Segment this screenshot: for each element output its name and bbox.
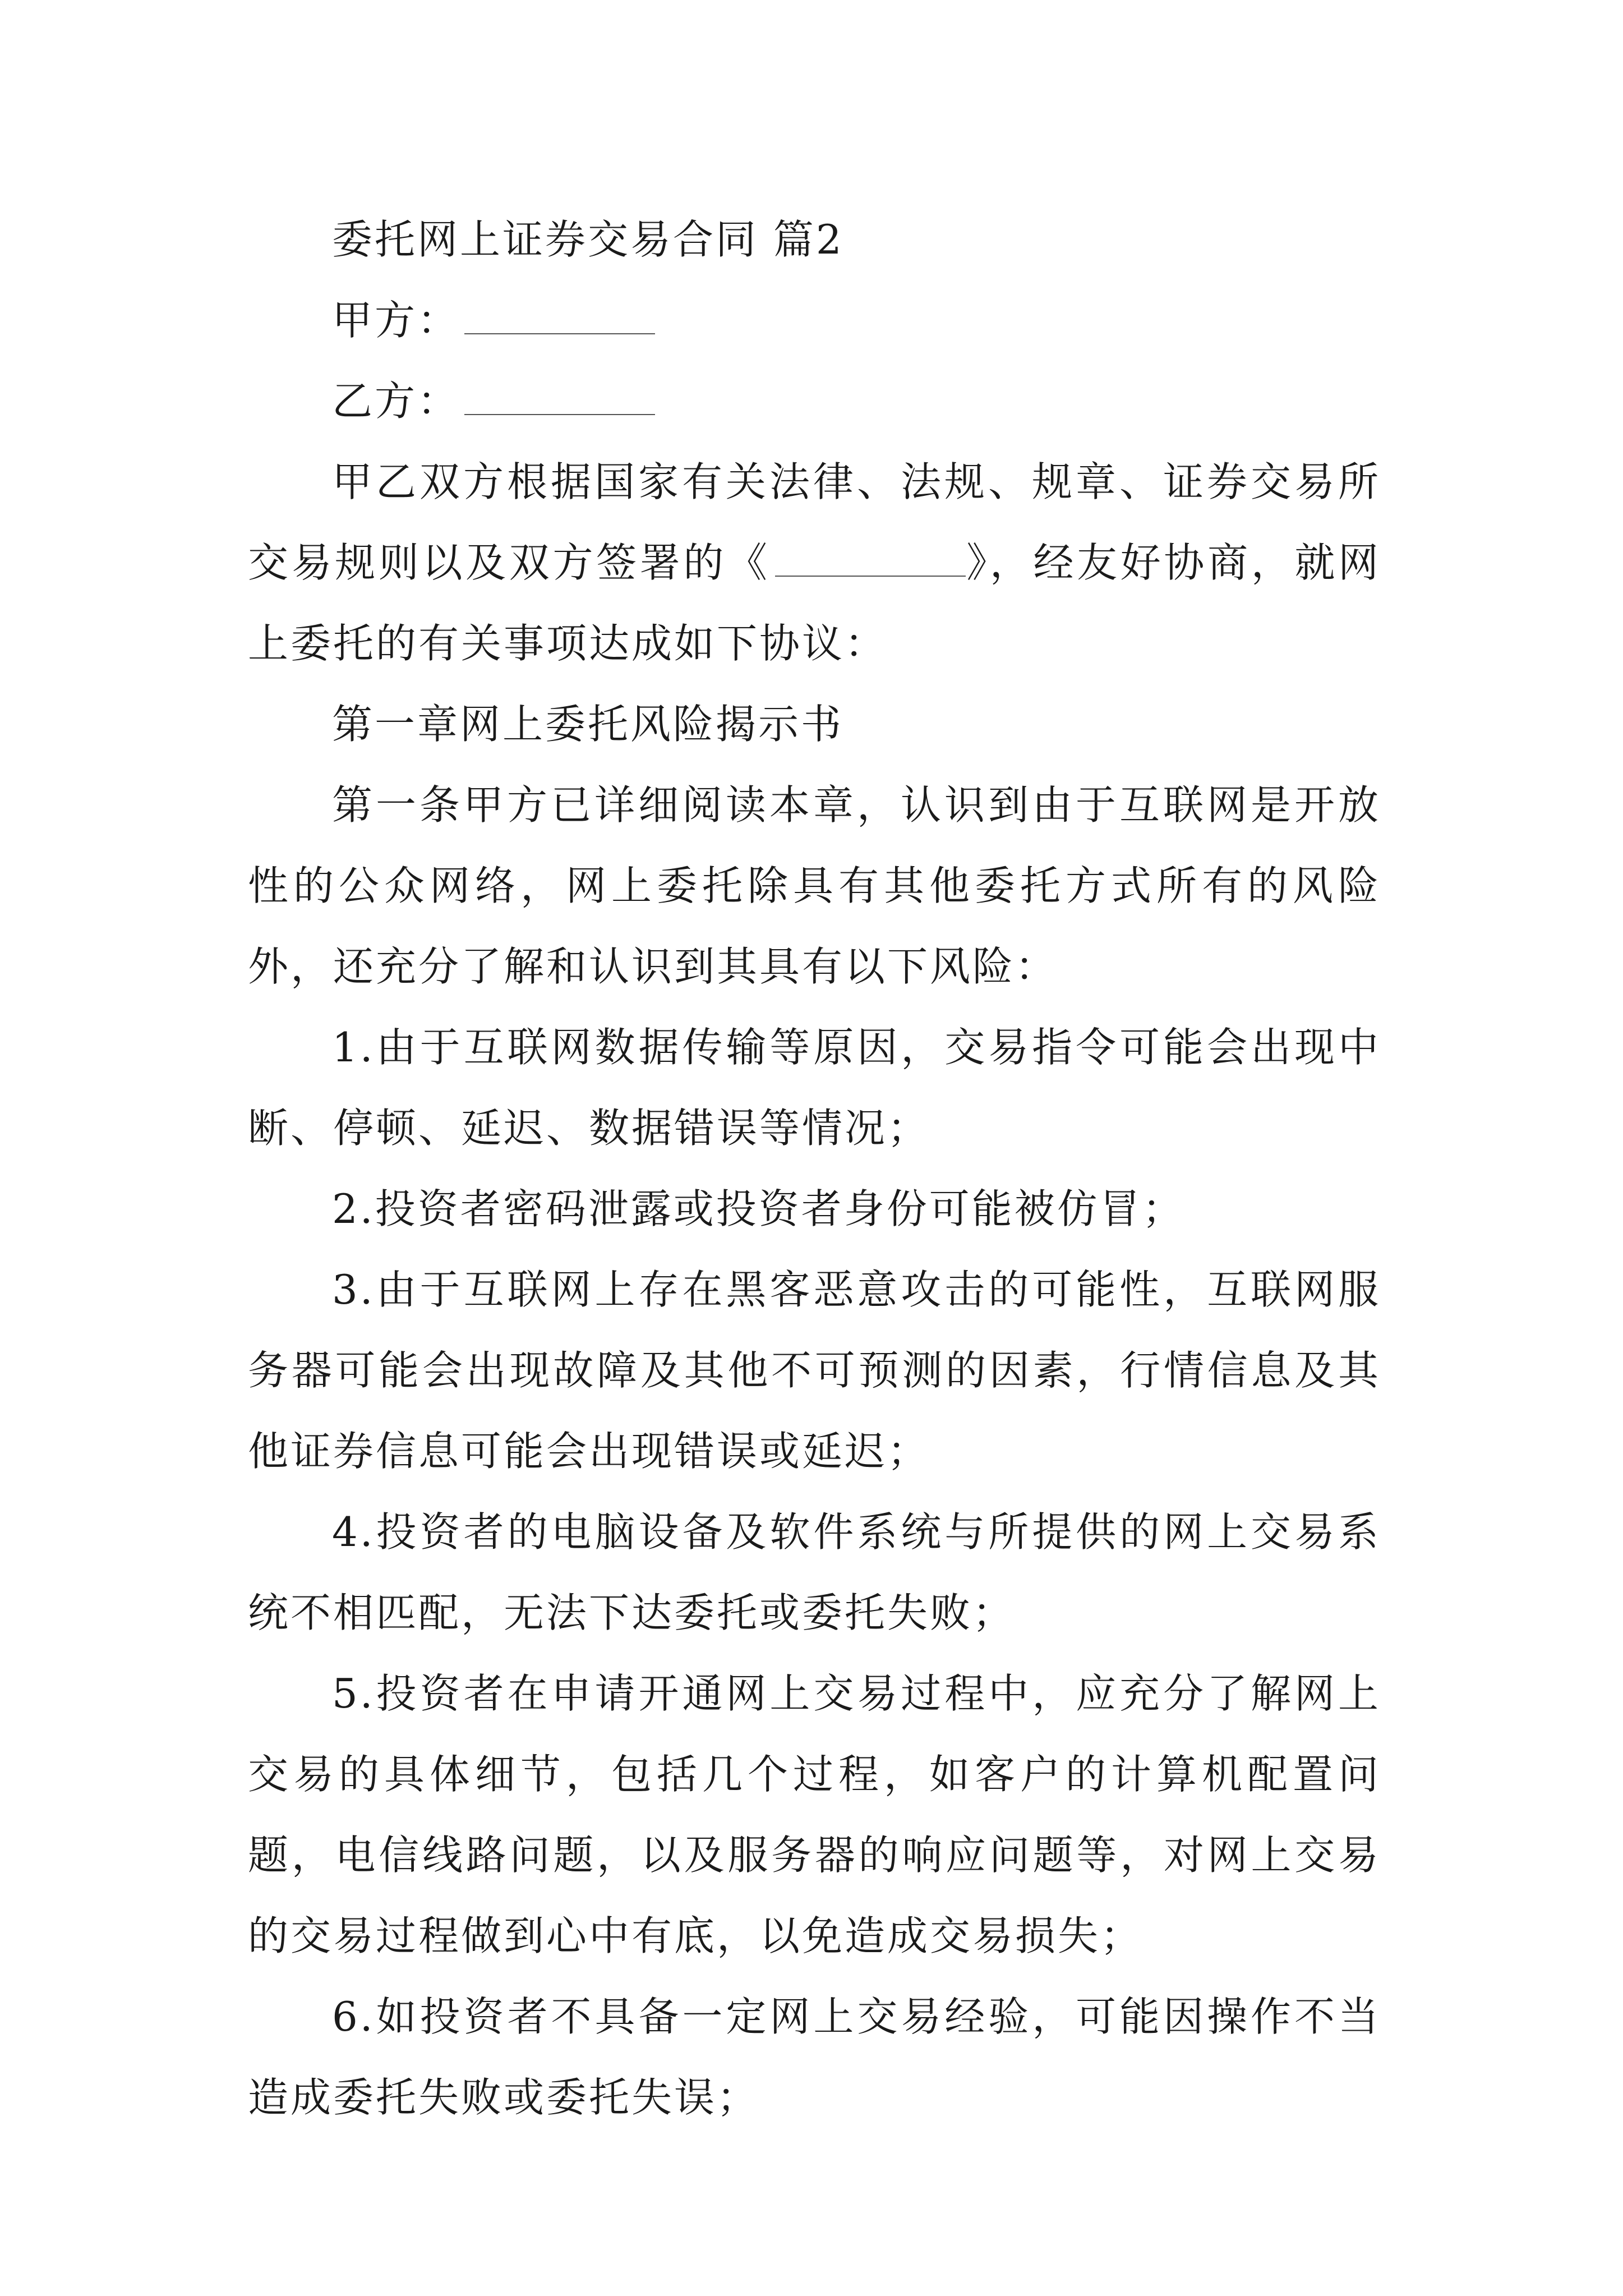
party-a-blank	[464, 300, 655, 334]
risk-item-5: 5.投资者在申请开通网上交易过程中，应充分了解网上交易的具体细节，包括几个过程，如客户的计算机配置问题，电信线路问题，以及服务器的响应问题等，对网上交易的交易过程做到心中有底，以免造成交易损失；	[248, 1670, 1381, 1959]
risk-item-3: 3.由于互联网上存在黑客恶意攻击的可能性，互联网服务器可能会出现故障及其他不可预测的因素，行情信息及其他证券信息可能会出现错误或延迟；	[248, 1266, 1381, 1475]
article-one: 第一条甲方已详细阅读本章，认识到由于互联网是开放性的公众网络，网上委托除具有其他委托方式所有的风险外，还充分了解和认识到其具有以下风险：	[248, 781, 1381, 990]
party-b-blank	[464, 380, 655, 415]
chapter-title: 第一章网上委托风险揭示书	[332, 701, 844, 748]
agreement-name-blank	[775, 542, 966, 577]
intro-after: 》，经友好协商，就网上委托的有关事项达成如下协议：	[248, 539, 1381, 667]
intro-paragraph	[248, 441, 1381, 684]
risk-item-4: 4.投资者的电脑设备及软件系统与所提供的网上交易系统不相匹配，无法下达委托或委托失败；	[248, 1508, 1381, 1636]
risk-item-1: 1.由于互联网数据传输等原因，交易指令可能会出现中断、停顿、延迟、数据错误等情况；	[248, 1024, 1381, 1152]
risk-item-6: 6.如投资者不具备一定网上交易经验，可能因操作不当造成委托失败或委托失误；	[248, 1993, 1381, 2121]
risk-item-2: 2.投资者密码泄露或投资者身份可能被仿冒；	[332, 1185, 1185, 1232]
document-body	[248, 199, 1381, 2138]
intro-before: 甲乙双方根据国家有关法律、法规、规章、证券交易所交易规则以及双方签署的《	[248, 458, 1381, 586]
party-b-label: 乙方：	[332, 378, 460, 425]
party-a-line	[248, 280, 1381, 361]
party-b-line	[248, 361, 1381, 441]
document-title: 委托网上证券交易合同 篇2	[332, 216, 844, 263]
party-a-label: 甲方：	[332, 297, 460, 344]
